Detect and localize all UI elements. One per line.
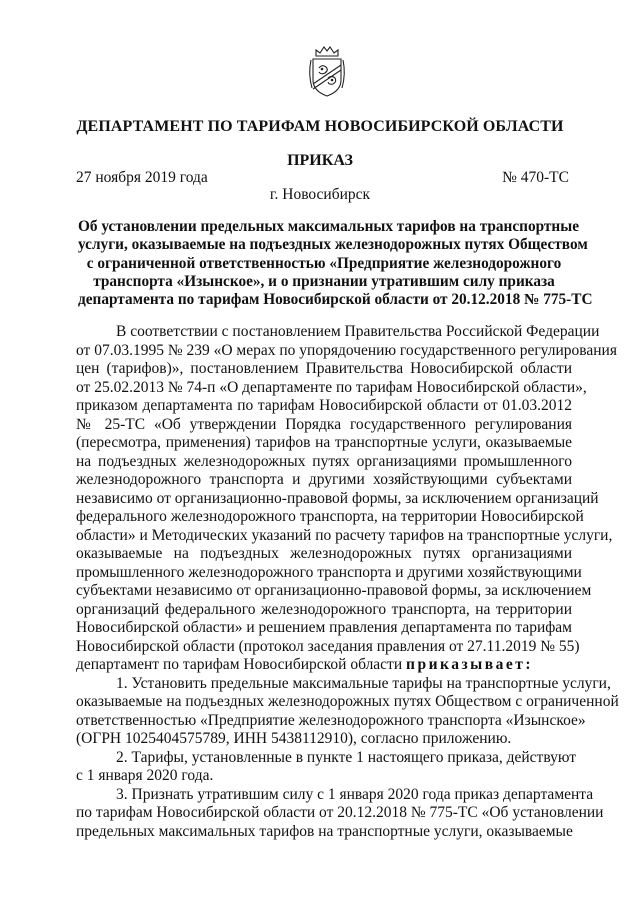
body-line: (пересмотра, применения) тарифов на транспортные услуги, оказываемые — [76, 434, 572, 451]
body-line: цен (тарифов)», постановлением Правительства Новосибирской области — [76, 360, 572, 377]
decree-prefix: департамент по тарифам Новосибирской области — [76, 656, 407, 673]
document-number: № 470-ТС — [502, 169, 569, 186]
body-line: федерального железнодорожного транспорта, на территории Новосибирской — [76, 508, 584, 525]
item-1-line: (ОГРН 1025404575789, ИНН 5438112910), согласно приложению. — [76, 730, 512, 747]
body-line: от 07.03.1995 № 239 «О мерах по упорядочению государственного регулирования — [76, 341, 617, 359]
decree-line — [76, 656, 572, 675]
subject-line: департамента по тарифам Новосибирской области от 20.12.2018 № 775-ТС — [78, 291, 593, 309]
body-line: Новосибирской области (протокол заседания правления от 27.11.2019 № 55) — [76, 637, 580, 655]
body-line: субъектами независимо от организационно-правовой формы, за исключением — [76, 582, 592, 599]
document-type: ПРИКАЗ — [287, 152, 353, 169]
body-line: промышленного железнодорожного транспорта и другими хозяйствующими — [76, 563, 582, 581]
document-city: г. Новосибирск — [269, 186, 371, 203]
document-subject — [78, 218, 593, 309]
body-line: на подъездных железнодорожных путях организациями промышленного — [76, 452, 572, 470]
item-3-line: 3. Признать утратившим силу с 1 января 2020 года приказ департамента — [116, 785, 594, 803]
body-line: независимо от организационно-правовой формы, за исключением организаций — [76, 489, 599, 507]
subject-line: транспорта «Изынское», и о признании утратившим силу приказа — [93, 272, 555, 290]
subject-line: услуги, оказываемые на подъездных железнодорожных путях Обществом — [78, 236, 588, 254]
department-name: ДЕПАРТАМЕНТ ПО ТАРИФАМ НОВОСИБИРСКОЙ ОБЛАСТИ — [76, 118, 564, 135]
item-2-line: 2. Тарифы, установленные в пункте 1 настоящего приказа, действуют — [116, 748, 577, 766]
item-3-line: по тарифам Новосибирской области от 20.12.2018 № 775-ТС «Об установлении — [76, 804, 604, 821]
body-line: организаций федерального железнодорожного транспорта, на территории — [76, 600, 572, 618]
subject-line: с ограниченной ответственностью «Предприятие железнодорожного — [86, 254, 562, 272]
item-3-line: предельных максимальных тарифов на транспортные услуги, оказываемые — [76, 822, 573, 840]
body-line: В соответствии с постановлением Правительства Российской Федерации — [116, 323, 600, 340]
decree-keyword: приказывает: — [406, 656, 534, 673]
document-date: 27 ноября 2019 года — [76, 169, 208, 186]
item-1-line: оказываемые на подъездных железнодорожных путях Обществом с ограниченной — [76, 693, 619, 710]
document-body — [76, 323, 619, 841]
item-2-line: с 1 января 2020 года. — [76, 767, 214, 784]
body-line: железнодорожного транспорта и другими хозяйствующими субъектами — [76, 471, 572, 488]
item-1-line: 1. Установить предельные максимальные тарифы на транспортные услуги, — [116, 674, 611, 692]
body-line: Новосибирской области» и решением правления департамента по тарифам — [76, 619, 572, 636]
body-line: № 25-ТС «Об утверждении Порядка государственного регулирования — [76, 415, 572, 433]
body-line: приказом департамента по тарифам Новосибирской области от 01.03.2012 — [76, 397, 572, 414]
item-1-line: ответственностью «Предприятие железнодорожного транспорта «Изынское» — [76, 711, 586, 729]
body-line: оказываемые на подъездных железнодорожных путях организациями — [76, 545, 572, 562]
novosibirsk-coat-of-arms-icon — [307, 44, 347, 98]
body-line: от 25.02.2013 № 74-п «О департаменте по тарифам Новосибирской области», — [76, 378, 587, 396]
body-line: области» и Методических указаний по расчету тарифов на транспортные услуги, — [76, 526, 613, 544]
subject-line: Об установлении предельных максимальных тарифов на транспортные — [78, 218, 579, 235]
